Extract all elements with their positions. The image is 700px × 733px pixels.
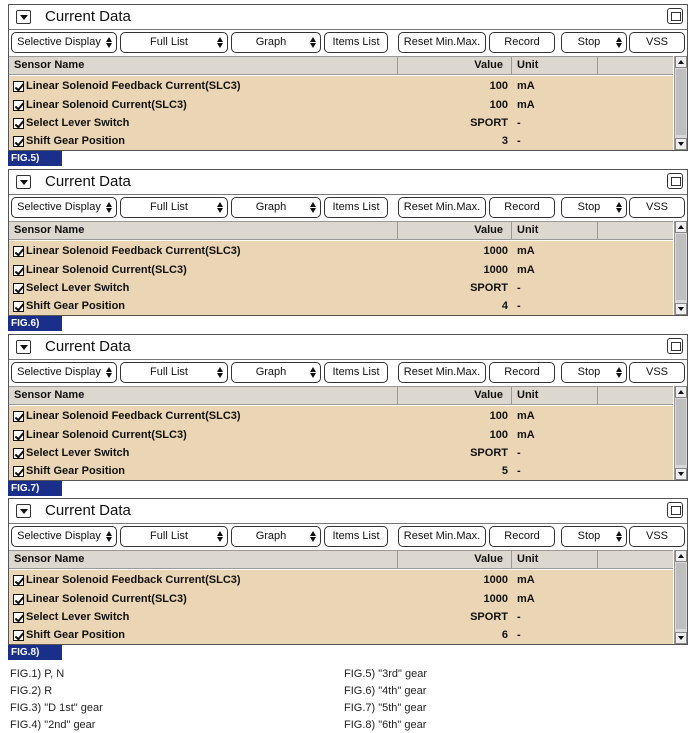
table-row[interactable] [9,115,673,133]
table-row[interactable] [9,609,673,627]
current-data-panel [8,498,688,645]
scroll-thumb[interactable] [676,563,686,629]
sensor-unit: - [517,611,521,623]
updown-arrows-icon [616,531,623,543]
panel-title: Current Data [45,8,131,25]
grid-header [9,221,673,240]
sensor-value: SPORT [470,282,508,294]
button-label: Items List [332,530,380,542]
table-row[interactable] [9,133,673,151]
row-checkbox[interactable] [13,81,24,92]
panel-toolbar [9,526,687,548]
sensor-unit: mA [517,99,535,111]
legend-item: FIG.3) "D 1st" gear [10,702,103,714]
updown-arrows-icon [217,202,224,214]
scroll-up-icon[interactable] [675,221,687,233]
column-header-value[interactable]: Value [474,553,503,565]
sensor-name: Linear Solenoid Current(SLC3) [26,429,187,441]
grid-body [9,406,673,480]
sensor-unit: mA [517,264,535,276]
column-header-unit[interactable]: Unit [517,59,539,71]
updown-arrows-icon [310,531,317,543]
sensor-value: SPORT [470,117,508,129]
panel-titlebar [9,170,687,195]
full-list-dropdown[interactable] [120,197,228,218]
panel-title: Current Data [45,173,131,190]
button-label: Selective Display [17,530,101,542]
column-divider[interactable] [511,222,512,239]
scroll-down-icon[interactable] [675,468,687,480]
maximize-icon[interactable] [667,502,683,518]
grid-header [9,550,673,569]
items-list-button[interactable] [324,526,388,547]
sensor-name: Linear Solenoid Current(SLC3) [26,264,187,276]
scroll-thumb[interactable] [676,234,686,300]
sensor-name: Shift Gear Position [26,465,126,477]
column-header-sensor-name[interactable]: Sensor Name [14,224,85,236]
sensor-unit: - [517,447,521,459]
button-label: Items List [332,366,380,378]
button-label: Graph [255,201,287,213]
updown-arrows-icon [616,37,623,49]
column-header-unit[interactable]: Unit [517,224,539,236]
row-checkbox[interactable] [13,265,24,276]
sensor-value: 6 [501,629,508,641]
button-label: Graph [255,530,287,542]
vertical-scrollbar[interactable] [674,386,687,480]
row-checkbox[interactable] [13,612,24,623]
sensor-grid [9,56,687,150]
sensor-value: 3 [501,135,508,147]
table-row[interactable] [9,591,673,609]
sensor-value: 1000 [483,593,508,605]
sensor-unit: - [517,282,521,294]
row-checkbox[interactable] [13,301,24,312]
panel-titlebar [9,499,687,524]
sensor-value: 1000 [483,264,508,276]
grid-header [9,386,673,405]
button-label: Graph [255,36,287,48]
button-label: Items List [332,201,380,213]
full-list-dropdown[interactable] [120,526,228,547]
button-label: Reset Min.Max. [403,36,481,48]
panel-title: Current Data [45,338,131,355]
table-row[interactable] [9,78,673,96]
updown-arrows-icon [616,367,623,379]
sensor-value: 100 [489,410,508,422]
updown-arrows-icon [106,202,113,214]
stop-dropdown[interactable] [561,526,627,547]
sensor-name: Select Lever Switch [26,117,130,129]
sensor-name: Select Lever Switch [26,447,130,459]
record-button[interactable] [489,526,555,547]
maximize-icon[interactable] [667,173,683,189]
scroll-thumb[interactable] [676,399,686,465]
sensor-name: Linear Solenoid Feedback Current(SLC3) [26,80,241,92]
button-label: Reset Min.Max. [403,530,481,542]
updown-arrows-icon [310,367,317,379]
figure-tag: FIG.5) [8,151,62,166]
updown-arrows-icon [106,531,113,543]
button-label: Full List [150,201,188,213]
column-header-sensor-name[interactable]: Sensor Name [14,59,85,71]
updown-arrows-icon [616,202,623,214]
panel-toolbar [9,362,687,384]
sensor-grid [9,550,687,644]
stop-dropdown[interactable] [561,197,627,218]
sensor-name: Linear Solenoid Feedback Current(SLC3) [26,245,241,257]
collapse-icon[interactable] [16,504,31,518]
sensor-unit: mA [517,429,535,441]
column-divider[interactable] [397,387,398,404]
sensor-name: Shift Gear Position [26,629,126,641]
figure-tag: FIG.7) [8,481,62,496]
stop-dropdown[interactable] [561,362,627,383]
vertical-scrollbar[interactable] [674,550,687,644]
full-list-dropdown[interactable] [120,32,228,53]
scroll-up-icon[interactable] [675,56,687,68]
panel-titlebar [9,335,687,360]
vss-button[interactable] [629,362,685,383]
table-row[interactable] [9,262,673,280]
row-checkbox[interactable] [13,575,24,586]
grid-body [9,76,673,150]
grid-body [9,570,673,644]
sensor-unit: mA [517,245,535,257]
column-header-value[interactable]: Value [474,224,503,236]
scroll-up-icon[interactable] [675,550,687,562]
row-checkbox[interactable] [13,100,24,111]
sensor-value: SPORT [470,447,508,459]
legend-item: FIG.1) P, N [10,668,65,680]
sensor-unit: - [517,465,521,477]
button-label: Record [504,366,540,378]
button-label: VSS [645,530,668,542]
scroll-up-icon[interactable] [675,386,687,398]
legend-item: FIG.5) "3rd" gear [344,668,428,680]
button-label: Full List [150,366,188,378]
sensor-value: 100 [489,80,508,92]
column-divider[interactable] [511,387,512,404]
sensor-value: 100 [489,429,508,441]
stop-dropdown[interactable] [561,32,627,53]
button-label: Record [504,201,540,213]
sensor-unit: - [517,629,521,641]
updown-arrows-icon [217,37,224,49]
sensor-unit: mA [517,80,535,92]
graph-dropdown[interactable] [231,362,321,383]
table-row[interactable] [9,97,673,115]
scroll-down-icon[interactable] [675,632,687,644]
current-data-panel [8,334,688,481]
column-header-unit[interactable]: Unit [517,553,539,565]
table-row[interactable] [9,280,673,298]
updown-arrows-icon [106,37,113,49]
legend-item: FIG.7) "5th" gear [344,702,427,714]
vertical-scrollbar[interactable] [674,56,687,150]
button-label: Stop [577,201,601,213]
sensor-value: 4 [501,300,508,312]
column-header-sensor-name[interactable]: Sensor Name [14,553,85,565]
sensor-name: Shift Gear Position [26,135,126,147]
sensor-name: Linear Solenoid Current(SLC3) [26,99,187,111]
sensor-name: Shift Gear Position [26,300,126,312]
figure-tag: FIG.6) [8,316,62,331]
button-label: Record [504,36,540,48]
collapse-icon[interactable] [16,10,31,24]
scroll-thumb[interactable] [676,69,686,135]
row-checkbox[interactable] [13,283,24,294]
row-checkbox[interactable] [13,411,24,422]
updown-arrows-icon [217,531,224,543]
row-checkbox[interactable] [13,118,24,129]
reset-min-max-button[interactable] [398,32,486,53]
graph-dropdown[interactable] [231,32,321,53]
button-label: Full List [150,36,188,48]
column-header-value[interactable]: Value [474,59,503,71]
legend-item: FIG.8) "6th" gear [344,719,427,731]
table-row[interactable] [9,408,673,426]
scroll-down-icon[interactable] [675,303,687,315]
sensor-unit: mA [517,574,535,586]
button-label: Stop [577,36,601,48]
sensor-unit: - [517,300,521,312]
button-label: Items List [332,36,380,48]
reset-min-max-button[interactable] [398,362,486,383]
legend-left [10,666,103,733]
record-button[interactable] [489,362,555,383]
panel-toolbar [9,32,687,54]
table-row[interactable] [9,463,673,481]
sensor-grid [9,221,687,315]
legend-item: FIG.6) "4th" gear [344,685,427,697]
column-divider[interactable] [511,551,512,568]
sensor-name: Linear Solenoid Current(SLC3) [26,593,187,605]
sensor-unit: - [517,117,521,129]
column-header-sensor-name[interactable]: Sensor Name [14,389,85,401]
scroll-down-icon[interactable] [675,138,687,150]
vss-button[interactable] [629,197,685,218]
row-checkbox[interactable] [13,630,24,641]
button-label: Full List [150,530,188,542]
panel-titlebar [9,5,687,30]
sensor-value: 100 [489,99,508,111]
column-divider[interactable] [597,57,598,74]
table-row[interactable] [9,572,673,590]
panel-toolbar [9,197,687,219]
column-divider[interactable] [597,387,598,404]
button-label: VSS [645,201,668,213]
collapse-icon[interactable] [16,175,31,189]
selective-display-dropdown[interactable] [11,362,117,383]
column-divider[interactable] [511,57,512,74]
table-row[interactable] [9,445,673,463]
legend-item: FIG.4) "2nd" gear [10,719,96,731]
column-header-value[interactable]: Value [474,389,503,401]
panel-title: Current Data [45,502,131,519]
graph-dropdown[interactable] [231,526,321,547]
record-button[interactable] [489,197,555,218]
grid-body [9,241,673,315]
maximize-icon[interactable] [667,338,683,354]
button-label: Selective Display [17,36,101,48]
current-data-panel [8,4,688,151]
button-label: Reset Min.Max. [403,201,481,213]
column-divider[interactable] [397,57,398,74]
items-list-button[interactable] [324,32,388,53]
current-data-panel [8,169,688,316]
items-list-button[interactable] [324,362,388,383]
row-checkbox[interactable] [13,466,24,477]
column-divider[interactable] [597,222,598,239]
updown-arrows-icon [310,37,317,49]
grid-header [9,56,673,75]
button-label: VSS [645,36,668,48]
updown-arrows-icon [217,367,224,379]
button-label: Reset Min.Max. [403,366,481,378]
sensor-grid [9,386,687,480]
button-label: Stop [577,366,601,378]
column-divider[interactable] [397,551,398,568]
sensor-value: 5 [501,465,508,477]
sensor-value: SPORT [470,611,508,623]
button-label: Selective Display [17,366,101,378]
row-checkbox[interactable] [13,448,24,459]
selective-display-dropdown[interactable] [11,32,117,53]
maximize-icon[interactable] [667,8,683,24]
reset-min-max-button[interactable] [398,526,486,547]
items-list-button[interactable] [324,197,388,218]
record-button[interactable] [489,32,555,53]
button-label: Selective Display [17,201,101,213]
legend-item: FIG.2) R [10,685,53,697]
button-label: Graph [255,366,287,378]
button-label: VSS [645,366,668,378]
reset-min-max-button[interactable] [398,197,486,218]
selective-display-dropdown[interactable] [11,526,117,547]
column-divider[interactable] [397,222,398,239]
button-label: Stop [577,530,601,542]
row-checkbox[interactable] [13,430,24,441]
vss-button[interactable] [629,526,685,547]
graph-dropdown[interactable] [231,197,321,218]
table-row[interactable] [9,243,673,261]
figure-tag: FIG.8) [8,645,62,660]
collapse-icon[interactable] [16,340,31,354]
updown-arrows-icon [310,202,317,214]
vertical-scrollbar[interactable] [674,221,687,315]
button-label: Record [504,530,540,542]
table-row[interactable] [9,427,673,445]
sensor-name: Linear Solenoid Feedback Current(SLC3) [26,574,241,586]
column-divider[interactable] [597,551,598,568]
row-checkbox[interactable] [13,594,24,605]
table-row[interactable] [9,298,673,316]
sensor-name: Linear Solenoid Feedback Current(SLC3) [26,410,241,422]
legend-right [344,666,427,733]
sensor-unit: mA [517,593,535,605]
column-header-unit[interactable]: Unit [517,389,539,401]
sensor-name: Select Lever Switch [26,611,130,623]
updown-arrows-icon [106,367,113,379]
sensor-value: 1000 [483,574,508,586]
full-list-dropdown[interactable] [120,362,228,383]
row-checkbox[interactable] [13,136,24,147]
table-row[interactable] [9,627,673,645]
sensor-unit: - [517,135,521,147]
sensor-unit: mA [517,410,535,422]
row-checkbox[interactable] [13,246,24,257]
sensor-name: Select Lever Switch [26,282,130,294]
vss-button[interactable] [629,32,685,53]
sensor-value: 1000 [483,245,508,257]
selective-display-dropdown[interactable] [11,197,117,218]
